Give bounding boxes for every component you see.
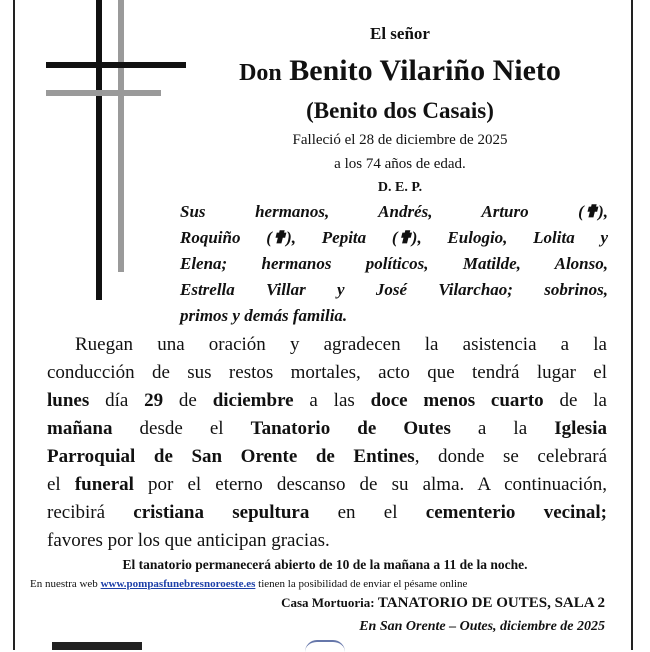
family-line: primos y demás familia. [180,306,348,325]
body-line: conducción de sus restos mortales, acto que tendrá lugar el [47,362,607,383]
name-text: Benito Vilariño Nieto [289,54,561,87]
casa-mortuoria: Casa Mortuoria: TANATORIO DE OUTES, SALA 2 [281,595,605,611]
dep: D. E. P. [377,180,423,195]
body-line: lunes día 29 de diciembre a las doce menos cuarto de la [47,390,607,411]
family-line: Elena; hermanos políticos, Matilde, Alonso, [180,254,608,273]
church-name: Parroquial de San Orente de Entines [47,446,415,467]
month: diciembre [212,390,294,411]
age: a los 74 años de edad. [334,156,466,172]
time: doce menos cuarto [370,390,544,411]
body-line: Parroquial de San Orente de Entines, donde se celebrará [47,446,608,467]
death-date: Falleció el 28 de diciembre de 2025 [292,132,508,148]
day-name: lunes [47,390,90,411]
tanatorio-hours: El tanatorio permanecerá abierto de 10 de la mañana a 11 de la noche. [122,557,528,572]
body-line: mañana desde el Tanatorio de Outes a la Iglesia [47,418,607,439]
body-line: el funeral por el eterno descanso de su alma. A continuación, [47,474,607,495]
right-border [631,0,633,650]
day-number: 29 [144,390,164,411]
tanatorio-name: Tanatorio de Outes [250,418,451,439]
deceased-name [160,54,640,88]
place-date: En San Orente – Outes, diciembre de 2025 [359,619,605,634]
web-link[interactable]: www.pompasfunebresnoroeste.es [100,578,256,590]
cross-icon [46,0,186,300]
seal-icon [305,640,345,652]
logo-icon [52,642,142,650]
name-prefix: Don [239,60,282,86]
body-line: Ruegan una oración y agradecen la asistencia a la [75,334,607,355]
body-line: recibirá cristiana sepultura en el cementerio vecinal; [47,502,608,523]
web-notice: En nuestra web www.pompasfunebresnoroeste.es tienen la posibilidad de enviar el pésame online [30,578,468,590]
body-line: favores por los que anticipan gracias. [47,530,330,551]
family-line: Roquiño (✟), Pepita (✟), Eulogio, Lolita y [180,228,608,247]
alias: (Benito dos Casais) [306,98,494,123]
honorific: El señor [370,24,430,43]
family-line: Estrella Villar y José Vilarchao; sobrinos, [180,280,608,299]
left-border [13,0,15,650]
family-line: Sus hermanos, Andrés, Arturo (✟), [180,202,608,221]
